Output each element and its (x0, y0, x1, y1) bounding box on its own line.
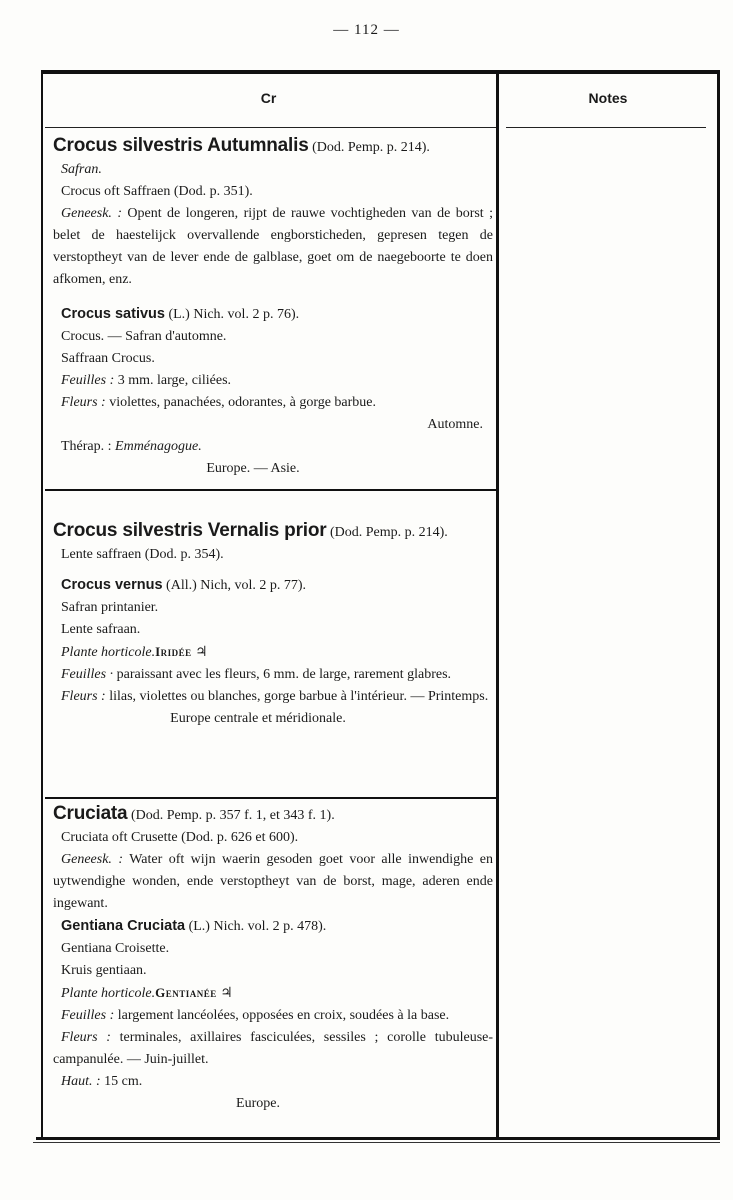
feuilles-text: paraissant avec les fleurs, 6 mm. de large, rarement glabres. (116, 667, 452, 682)
table-bottom-rule-thin (33, 1142, 720, 1143)
header-rule-right (506, 127, 706, 128)
region: Europe centrale et méridionale. (170, 711, 346, 726)
common-name: Kruis gentiaan. (61, 963, 147, 978)
entry-heading-ref: (Dod. Pemp. p. 214). (312, 140, 430, 155)
geneesk-text: Water oft wijn waerin gesoden goet voor alle inwendighe en uytwendighe wonden, ende verstoptheyt van de borst, mage, aderen ende ingewant. (53, 852, 494, 911)
scientific-name: Gentiana Cruciata (61, 918, 186, 934)
entry-heading-ref: (Dod. Pemp. p. 357 f. 1, et 343 f. 1). (130, 808, 335, 823)
feuilles-text: largement lancéolées, opposées en croix, soudées à la base. (117, 1008, 450, 1023)
scientific-name: Crocus vernus (61, 577, 163, 593)
entry-separator (45, 797, 496, 799)
fleurs-label: Fleurs : (61, 395, 106, 410)
family-name: Iridée (155, 644, 192, 659)
scientific-name: Crocus sativus (61, 306, 165, 322)
table-top-rule (41, 70, 720, 74)
table-bottom-rule (36, 1137, 720, 1140)
table-column-divider (496, 70, 499, 1137)
haut-text: 15 cm. (104, 1074, 143, 1089)
entry-heading: Crocus silvestris Autumnalis (53, 135, 309, 156)
table-right-rule (717, 70, 720, 1137)
scientific-ref: (L.) Nich. vol. 2 p. 76). (168, 307, 300, 322)
family-name: Gentianée (155, 985, 217, 1000)
table-left-rule (41, 70, 43, 1137)
season: Automne. (427, 417, 483, 432)
entry-heading-ref: (Dod. Pemp. p. 214). (329, 525, 448, 540)
feuilles-label: Feuilles : (61, 1008, 115, 1023)
header-rule-left (45, 127, 496, 128)
common-name: Crocus. — Safran d'automne. (61, 329, 227, 344)
entry-heading: Crocus silvestris Vernalis prior (53, 520, 327, 541)
geneesk-label: Geneesk. : (61, 206, 122, 221)
scientific-ref: (All.) Nich, vol. 2 p. 77). (166, 578, 307, 593)
entry-geneesk-paragraph (53, 203, 493, 291)
column-header-cr: Cr (260, 90, 277, 106)
common-name: Lente safraan. (61, 622, 141, 637)
feuilles-label: Feuilles : (61, 373, 115, 388)
perennial-symbol: ♃ (195, 645, 208, 660)
feuilles-text: 3 mm. large, ciliées. (117, 373, 232, 388)
fleurs-text: terminales, axillaires fasciculées, sessiles ; corolle tubuleuse-campanulée. — Juin-juillet. (53, 1030, 494, 1067)
entry-synonym: Lente saffraen (Dod. p. 354). (61, 547, 224, 562)
common-name: Gentiana Croisette. (61, 941, 170, 956)
perennial-symbol: ♃ (220, 986, 233, 1001)
entry-heading: Cruciata (53, 803, 128, 824)
table-frame (41, 70, 720, 1140)
entry-crocus-autumnalis (53, 135, 493, 480)
common-name: Saffraan Crocus. (61, 351, 155, 366)
entry-synonym: Cruciata oft Crusette (Dod. p. 626 et 600). (61, 830, 299, 845)
entry-cruciata (53, 803, 493, 1115)
haut-label: Haut. : (61, 1074, 101, 1089)
plante-label: Plante horticole. (61, 645, 156, 660)
therap-label: Thérap. : (61, 439, 112, 454)
scientific-ref: (L.) Nich. vol. 2 p. 478). (188, 919, 327, 934)
entry-synonym: Crocus oft Saffraen (Dod. p. 351). (61, 184, 253, 199)
entry-synonym: Safran. (61, 162, 102, 177)
fleurs-label: Fleurs : (61, 689, 106, 704)
fleurs-text: lilas, violettes ou blanches, gorge barbue à l'intérieur. — Printemps. (109, 689, 489, 704)
column-header-notes: Notes (588, 90, 628, 106)
geneesk-text: Opent de longeren, rijpt de rauwe vochtigheden van de borst ; belet de haestelijck overvallende engborstichеden, gepresen tegen de verstoptheyt van de lever ende de galblase, goet om de naegeboorte te doen afkomen, enz. (53, 206, 494, 287)
plante-label: Plante horticole. (61, 986, 156, 1001)
page-number: — 112 — (333, 22, 400, 38)
fleurs-text: violettes, panachées, odorantes, à gorge barbue. (109, 395, 377, 410)
common-name: Safran printanier. (61, 600, 159, 615)
entry-separator (45, 489, 496, 491)
geneesk-label: Geneesk. : (61, 852, 124, 867)
entry-crocus-vernalis (53, 520, 493, 730)
fleurs-label: Fleurs : (61, 1030, 111, 1045)
feuilles-label: Feuilles · (61, 667, 114, 682)
therap-text: Emménagogue. (115, 439, 202, 454)
region: Europe. (236, 1096, 280, 1111)
region: Europe. — Asie. (206, 461, 300, 476)
